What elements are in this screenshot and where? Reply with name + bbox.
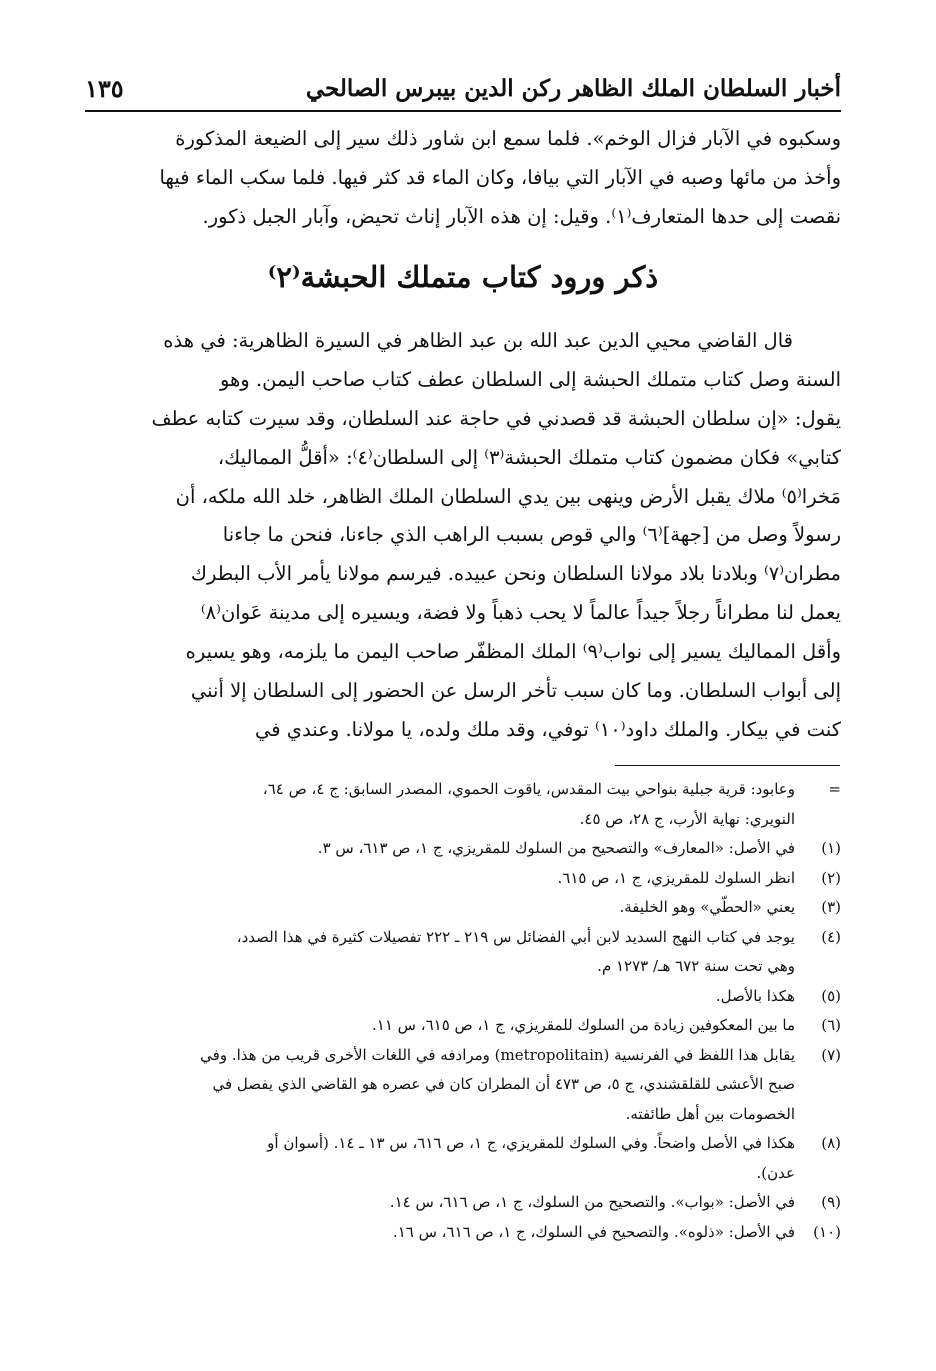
text-line: وسكبوه في الآبار فزال الوخم». فلما سمع ابن شاور ذلك سير إلى الضيعة المذكورة: [175, 127, 841, 150]
footnote-mark: (٣): [821, 898, 841, 916]
footnote: [85, 1218, 841, 1248]
footnote-line: الخصومات بين أهل طائفته.: [625, 1104, 795, 1123]
footnote: [85, 982, 841, 1012]
footnote: [85, 923, 841, 982]
footnote-line: ما بين المعكوفين زيادة من السلوك للمقريزي، ج ١، ص ٦١٥، س ١١.: [372, 1016, 795, 1034]
footnote-mark: (٦): [821, 1016, 841, 1034]
section-heading: ذكر ورود كتاب متملك الحبشة⁽٢⁾: [267, 260, 659, 294]
footnotes: [85, 775, 841, 1247]
footnote-mark: (٢): [821, 868, 841, 887]
footnote: [85, 1188, 841, 1218]
text-line: يقول: «إن سلطان الحبشة قد قصدني في حاجة عند السلطان، وقد سيرت كتابه عطف: [151, 406, 841, 430]
footnote-line: يقابل هذا اللفظ في الفرنسية (metropolitain) ومرادفه في اللغات الأخرى قريب من هذا. وفي: [200, 1045, 795, 1064]
footnote-line: انظر السلوك للمقريزي، ج ١، ص ٦١٥.: [557, 868, 795, 887]
footnote-line: يعني «الحطّي» وهو الخليفة.: [619, 898, 795, 916]
text-line: نقصت إلى حدها المتعارف⁽١⁾. وقيل: إن هذه الآبار إناث تحيض، وآبار الجبل ذكور.: [202, 204, 841, 228]
footnote-mark: (٥): [821, 986, 841, 1005]
text-line: مطران⁽٧⁾ وبلادنا بلاد مولانا السلطان ونحن عبيده. فيرسم مولانا يأمر الأب البطرك: [190, 562, 841, 586]
footnote-line: في الأصل: «المعارف» والتصحيح من السلوك للمقريزي، ج ١، ص ٦١٣، س ٣.: [317, 839, 795, 857]
footnote: [85, 1129, 841, 1188]
footnote-line: في الأصل: «بواب». والتصحيح من السلوك، ج ١، ص ٦١٦، س ١٤.: [389, 1193, 795, 1211]
page-number: ١٣٥: [85, 73, 124, 103]
footnote-line: النويري: نهاية الأرب، ج ٢٨، ص ٤٥.: [579, 809, 795, 828]
text-line: إلى أبواب السلطان. وما كان سبب تأخر الرسل عن الحضور إلى السلطان إلا أنني: [190, 679, 841, 703]
page-header: [85, 66, 841, 112]
footnote-line: وعابود: قرية جبلية بنواحي بيت المقدس، ياقوت الحموي، المصدر السابق: ج ٤، ص ٦٤،: [262, 780, 795, 798]
footnote-mark: (١): [821, 839, 841, 857]
footnote-mark: (٩): [821, 1193, 841, 1211]
text-line: وأخذ من مائها وصبه في الآبار التي بيافا، وكان الماء قد كثر فيها. فلما سكب الماء فيها: [159, 165, 841, 189]
footnote-mark: (١٠): [813, 1222, 841, 1241]
text-line: وأقل المماليك يسير إلى نواب⁽٩⁾ الملك المظفّر صاحب اليمن ما يلزمه، وهو يسيره: [185, 640, 841, 664]
footnote-line: هكذا في الأصل واضحاً. وفي السلوك للمقريزي، ج ١، ص ٦١٦، س ١٣ ـ ١٤. (أسوان أو: [267, 1134, 795, 1152]
footnote: [85, 1041, 841, 1130]
footnote-mark: (٤): [821, 927, 841, 946]
footnote: [85, 1011, 841, 1041]
footnote-line: صبح الأعشى للقلقشندي، ج ٥، ص ٤٧٣ أن المطران كان في عصره هو القاضي الذي يفصل في: [212, 1075, 795, 1093]
footnote-line: في الأصل: «ذلوه». والتصحيح في السلوك، ج ١، ص ٦١٦، س ١٦.: [392, 1222, 795, 1241]
footnote-line: هكذا بالأصل.: [715, 986, 795, 1005]
text-line: قال القاضي محيي الدين عبد الله بن عبد الظاهر في السيرة الظاهرية: في هذه: [163, 329, 793, 352]
footnote: [85, 834, 841, 864]
text-line: كنت في بيكار. والملك داود⁽١٠⁾ توفي، وقد ملك ولده، يا مولانا. وعندي في: [255, 717, 841, 741]
footnote-mark: (٨): [821, 1134, 841, 1152]
footnote-line: يوجد في كتاب النهج السديد لابن أبي الفضائل س ٢١٩ ـ ٢٢٢ تفصيلات كثيرة في هذا الصدد،: [236, 927, 795, 946]
footnote-mark: =: [828, 780, 841, 798]
text-line: مَخرا⁽٥⁾ ملاك يقبل الأرض وينهى بين يدي السلطان الملك الظاهر، خلد الله ملكه، أن: [175, 484, 841, 508]
footnote: [85, 775, 841, 834]
footnote: [85, 893, 841, 923]
text-line: يعمل لنا مطراناً رجلاً جيداً عالماً لا يحب ذهباً ولا فضة، ويسيره إلى مدينة عَوان⁽٨⁾: [200, 601, 841, 625]
footnote-line: عدن).: [756, 1163, 795, 1182]
text-line: السنة وصل كتاب متملك الحبشة إلى السلطان عطف كتاب صاحب اليمن. وهو: [219, 367, 841, 391]
footnote-line: وهي تحت سنة ٦٧٢ هـ/ ١٢٧٣ م.: [597, 957, 795, 975]
footnote: [85, 864, 841, 894]
intro-paragraph: [85, 120, 841, 237]
footnote-divider: [615, 765, 840, 766]
text-line: رسولاً وصل من [جهة]⁽٦⁾ والي قوص بسبب الراهب الذي جاءنا، فنحن ما جاءنا: [222, 523, 841, 547]
footnote-mark: (٧): [821, 1045, 841, 1064]
running-title: أخبار السلطان الملك الظاهر ركن الدين بيبرس الصالحي: [305, 74, 841, 102]
main-paragraph: [85, 322, 841, 750]
text-line: كتابي» فكان مضمون كتاب متملك الحبشة⁽٣⁾ إلى السلطان⁽٤⁾: «أقلُّ المماليك،: [217, 445, 841, 469]
